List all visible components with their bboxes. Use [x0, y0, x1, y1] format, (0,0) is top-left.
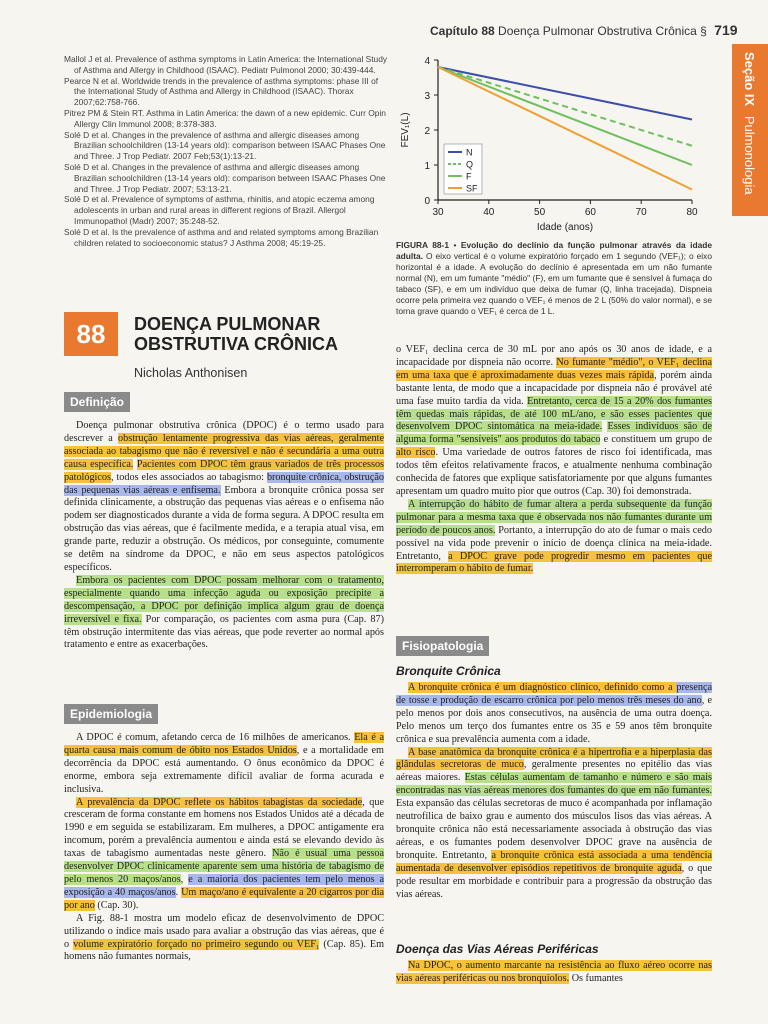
paragraph: [396, 960, 712, 986]
highlight-blue: bronquite crônica, obstrução das pequenas vias aéreas e enfisema.: [64, 471, 384, 496]
figure-label: FIGURA 88-1: [396, 240, 450, 250]
chapter-title-line1: DOENÇA PULMONAR: [134, 314, 321, 334]
column-definicao: [64, 420, 384, 652]
reference-item: Solé D et al. Changes in the prevalence of asthma and allergic diseases among Brazilian schoolchildren (13-14 years old): comparison between ISAAC Phases One and Three. J Trop Pediatr. 2007 Feb;53(1):13-21.: [64, 129, 386, 162]
column-right-top: [396, 344, 712, 576]
x-tick-label: 80: [686, 207, 698, 218]
paragraph: [396, 499, 712, 576]
text-run: (Cap. 30).: [94, 899, 139, 911]
figure-caption-text: O eixo vertical é o volume expiratório forçado em 1 segundo (VEF₁); o eixo horizontal é a idade. A evolução do declínio é apresentada em um não fumante normal (N), em um fumante "médio" (F), em um fumante que é sensível à fumaça do tabaco (SF), e em um indivíduo que deixa de fumar (Q, linha tracejada). Dispneia ocorre pela primeira vez quando o VEF₁ é menos de 2 L (50% do valor normal), e se torna grave quando o VEF₁ é cerca de 1 L.: [396, 251, 712, 316]
reference-list: [64, 54, 390, 248]
text-run: A Fig. 88-1 mostra um modelo eficaz de desenvolvimento de DPOC utilizando o índice mais usado para avaliar a obstrução das vias aéreas, que é o: [64, 912, 384, 950]
page-number: 719: [714, 22, 738, 38]
text-run: , geralmente presentes no epitélio das vias aéreas maiores.: [396, 759, 712, 784]
text-run: Por comparação, os pacientes com asma pura (Cap. 87) têm obstrução intermitente das vias aéreas, que pode reverter ao normal após tratamento e entre as exacerbações.: [64, 613, 385, 651]
running-head-chapter: Capítulo 88: [430, 24, 495, 38]
text-run: . Uma variedade de outros fatores de risco foi identificada, mas todos têm efeitos relativamente fracos, e atualmente nenhuma combinação conhecida de fatores que explique satisfatoriamente por que alguns fumantes apresentam um quadro muito pior que outros (Cap. 30) foi demonstrada.: [396, 447, 712, 497]
text-run: , e pelo menos por dois anos consecutivos, na ausência de uma outra doença. Pelo menos um terço dos fumantes entre os 35 e 59 anos têm bronquite crônica e sua prevalência aumenta com a idade.: [396, 694, 712, 745]
x-tick-label: 60: [584, 207, 596, 218]
y-tick-label: 1: [424, 161, 430, 172]
text-run: o VEF₁ declina cerca de 30 mL por ano após os 30 anos de idade, e a incapacidade por dispneia não ocorre.: [396, 344, 712, 368]
highlight-yellow: Ela é a quarta causa mais comum de óbito nos Estados Unidos: [64, 732, 384, 756]
text-run: , o que pode resultar em morbidade e contribuir para a progressão da obstrução das vias aéreas.: [396, 862, 712, 900]
series-line-q: [438, 67, 692, 146]
text-run: , todos eles associados ao tabagismo:: [110, 471, 267, 483]
chapter-title: [134, 314, 384, 354]
column-epidemiologia: [64, 732, 384, 964]
text-run: Os fumantes: [569, 972, 623, 984]
highlight-yellow: No fumante "médio", o VEF₁ declina em uma taxa que é aproximadamente duas vezes mais rápida: [396, 356, 712, 381]
text-run: Embora a bronquite crônica possa ser definida clinicamente, a obstrução das pequenas vias aéreas e o enfisema não podem ser diagnosticados durante a vida de forma segura. A DPOC resulta em obstrução das vias aéreas, que é facilmente medida, e a terapia atual visa, em grande parte, reduzir a obstrução. Os médicos, por conseguinte, comumente se detêm na síndrome da DPOC, e não em seus aspectos patológicos específicos.: [64, 484, 384, 573]
highlight-yellow: volume expiratório forçado no primeiro segundo ou VEF₁: [73, 938, 320, 950]
paragraph: [64, 797, 384, 913]
y-tick-label: 4: [424, 56, 430, 67]
x-tick-label: 50: [534, 207, 546, 218]
fev1-decline-chart: [396, 52, 716, 238]
reference-item: Solé D et al. Prevalence of symptoms of asthma, rhinitis, and atopic eczema among adolescents in urban and rural areas in different regions of Brazil. Allergol Immunopathol (Madr) 2007; 35:248-52.: [64, 194, 375, 226]
legend-label-sf: SF: [466, 183, 478, 194]
paragraph: [64, 732, 384, 797]
highlight-yellow: alto risco: [396, 447, 436, 459]
paragraph: [396, 344, 712, 499]
highlight-yellow: Na DPOC, o aumento marcante na resistência ao fluxo aéreo ocorre nas vias aéreas periféricas ou nos bronquíolos.: [396, 960, 712, 984]
text-run: , porém ainda bastante lenta, de modo que a incapacidade por dispneia não é provável até uma fase muito tardia da vida.: [396, 369, 713, 407]
text-run: ,: [180, 873, 189, 885]
y-tick-label: 2: [424, 126, 430, 137]
text-run: Esta expansão das células secretoras de muco é acompanhada por inflamação neutrofílica de baixo grau e aumento dos músculos lisos das vias aéreas. A bronquite crônica não está necessariamente associada à obstrução das vias aéreas, e os fumantes podem desenvolver DPOC grave na ausência de bronquite. Entretanto,: [396, 798, 712, 861]
series-line-n: [438, 67, 692, 120]
highlight-yellow: a DPOC grave pode progredir mesmo em pacientes que interromperam o hábito de fumar.: [396, 550, 713, 575]
figure-caption-title: Evolução do declínio da função pulmonar através da idade adulta.: [396, 240, 712, 261]
highlight-yellow: A prevalência da DPOC reflete os hábitos tabagistas da sociedade: [76, 796, 363, 808]
paragraph: [396, 747, 712, 902]
highlight-green: Estas células aumentam de tamanho e número e são mais encontradas nas vias aéreas menores dos fumantes do que em não fumantes.: [396, 772, 712, 797]
section-heading-epidemiologia: Epidemiologia: [64, 704, 158, 724]
side-tab-label: Pulmonologia: [742, 115, 757, 195]
subheading-vias-aereas: Doença das Vias Aéreas Periféricas: [396, 942, 599, 956]
text-run: (Cap. 85). Em homens não fumantes normais,: [64, 938, 385, 963]
highlight-blue: e a maioria dos pacientes tem pelo menos a exposição a 40 maços/anos: [64, 873, 384, 898]
reference-item: Pitrez PM & Stein RT. Asthma in Latin America: the dawn of a new epidemic. Curr Opin Allergy Clin Immunol 2008; 8:378-383.: [64, 107, 386, 129]
reference-item: Mallol J et al. Prevalence of asthma symptoms in Latin America: the International Study of Asthma and Allergy in Childhood (ISAAC). Pediatr Pulmonol 2000; 30:439-444.: [64, 54, 388, 75]
section-heading-definicao: Definição: [64, 392, 130, 412]
column-vias-aereas: [396, 960, 712, 986]
paragraph: [64, 913, 384, 965]
x-tick-label: 70: [635, 207, 647, 218]
x-tick-label: 30: [432, 207, 444, 218]
paragraph: [64, 575, 384, 652]
highlight-green: Esses indivíduos são de alguma forma "sensíveis" aos produtos do tabaco: [396, 421, 713, 446]
text-run: .: [175, 886, 182, 898]
reference-item: Pearce N et al. Worldwide trends in the prevalence of asthma symptoms: phase III of the International Study of Asthma and Allergy in Childhood (ISAAC). Thorax 2007;62:758-766.: [64, 75, 379, 108]
highlight-green: Embora os pacientes com DPOC possam melhorar com o tratamento, especialmente quando uma infecção aguda ou exposição precipite a descompensação, a DPOC por definição implica algum grau de doença irreversível e fixa.: [64, 574, 384, 625]
highlight-yellow: a bronquite crônica está associada a uma tendência aumentada de desenvolver episódios repetitivos de bronquite aguda: [396, 849, 712, 874]
highlight-blue: presença de tosse e produção de escarro crônica por pelo menos três meses do ano: [396, 682, 712, 706]
running-head-title: Doença Pulmonar Obstrutiva Crônica: [498, 24, 697, 38]
text-run: A DPOC é comum, afetando cerca de 16 milhões de americanos.: [76, 732, 355, 743]
highlight-green: Entretanto, cerca de 15 a 20% dos fumantes têm quedas mais rápidas, de até 100 mL/ano, e são esses pacientes que desenvolvem DPOC sintomática na meia-idade.: [396, 395, 713, 433]
y-tick-label: 3: [424, 91, 430, 102]
legend-label-f: F: [466, 171, 472, 182]
section-heading-fisiopatologia: Fisiopatologia: [396, 636, 489, 656]
reference-item: Solé D et al. Is the prevalence of asthma and and related symptoms among Brazilian children related to socioeconomic status? J Asthma 2008; 45:19-25.: [64, 226, 379, 248]
chapter-title-line2: OBSTRUTIVA CRÔNICA: [134, 334, 338, 354]
paragraph: [64, 420, 384, 575]
text-run: Portanto, a interrupção do ato de fumar o mais cedo possível na vida pode prevenir o início de doença clínica na meia-idade. Entretanto,: [396, 524, 712, 562]
side-tab-section: Seção IX: [742, 52, 757, 107]
running-head: [430, 22, 738, 38]
text-run: Doença pulmonar obstrutiva crônica (DPOC) é o termo usado para descrever a: [64, 420, 384, 444]
y-tick-label: 0: [424, 196, 430, 207]
highlight-yellow: A base anatômica da bronquite crônica é a hipertrofia e a hiperplasia das glândulas secretoras de muco: [396, 746, 712, 771]
highlight-yellow: Pacientes com DPOC têm graus variados de três processos patológicos: [64, 458, 384, 483]
reference-item: Solé D et al. Changes in the prevalence of asthma and allergic diseases among Brazilian schoolchildren (13-14 years old): comparison between ISAAC Phases One and Three. J Trop Pediatr. 2007; 53:13-21.: [64, 161, 386, 194]
legend-label-q: Q: [466, 159, 474, 170]
highlight-yellow: Um maço/ano é equivalente a 20 cigarros por dia por ano: [64, 886, 385, 911]
figure-caption: FIGURA 88-1 • Evolução do declínio da função pulmonar através da idade adulta. O eixo vertical é o volume expiratório forçado em 1 segundo (VEF₁); o eixo horizontal é a idade. A evolução do declínio é apresentada em um não fumante normal (N), em um fumante "médio" (F), em um fumante que é sensível à fumaça do tabaco (SF), e em um indivíduo que deixa de fumar (Q, linha tracejada). Dispneia ocorre pela primeira vez quando o VEF₁ é menos de 2 L (50% do valor normal), e se torna grave quando o VEF₁ é cerca de 1 L.: [396, 240, 712, 316]
legend-label-n: N: [466, 147, 473, 158]
highlight-yellow: obstrução lentamente progressiva das vias aéreas, geralmente associada ao tabagismo que não é reversível e não é secundária a uma outra causa específica.: [64, 432, 385, 470]
column-bronquite: [396, 682, 712, 901]
running-head-sep: §: [700, 24, 707, 38]
subheading-bronquite: Bronquite Crônica: [396, 664, 501, 678]
text-run: e constituem um grupo de: [600, 434, 712, 446]
paragraph: [396, 682, 712, 747]
chapter-number: 88: [64, 312, 118, 356]
highlight-green: Não é usual uma pessoa desenvolver DPOC clinicamente aparente sem uma história de tabagismo de pelo menos 20 maços/anos: [64, 848, 384, 885]
chapter-author: Nicholas Anthonisen: [134, 366, 248, 380]
x-tick-label: 40: [483, 207, 495, 218]
highlight-yellow: A bronquite crônica é um diagnóstico clínico, definido como a: [408, 682, 677, 693]
text-run: , que cresceram de forma constante em homens nos Estados Unidos até a década de 1990 e em seguida se estabilizaram. Em mulheres, a DPOC antigamente era incomum, porém a prevalência aumentou e ainda está se elevando devido às taxas de tabagismo aumentadas neste gênero.: [64, 796, 384, 860]
y-axis-label: FEV₁(L): [400, 112, 411, 148]
section-side-tab: [732, 44, 768, 216]
x-axis-label: Idade (anos): [536, 222, 594, 233]
text-run: , e a mortalidade em decorrência da DPOC está aumentando. O ônus econômico da DPOC é enorme, embora seja extremamente difícil avaliar de forma acurada e inclusiva.: [64, 744, 384, 795]
highlight-green: A interrupção do hábito de fumar altera a perda subsequente da função pulmonar para a mesma taxa que é observada nos não fumantes durante um período de poucos anos.: [396, 498, 712, 536]
